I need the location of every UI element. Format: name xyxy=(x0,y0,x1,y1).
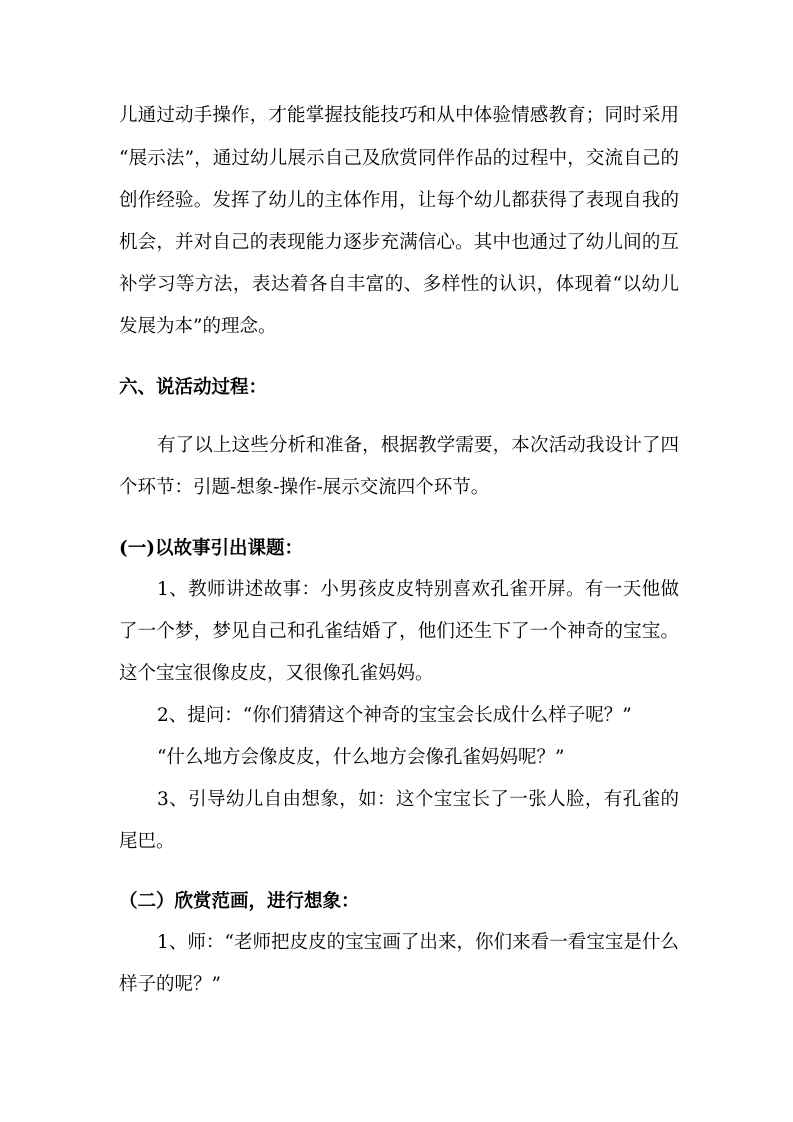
list-item-line: 了一个梦，梦见自己和孔雀结婚了，他们还生下了一个神奇的宝宝。 xyxy=(119,621,679,642)
list-item-line: 3、引导幼儿自由想象，如：这个宝宝长了一张人脸，有孔雀的 xyxy=(157,789,679,810)
body-text-line: 机会，并对自己的表现能力逐步充满信心。其中也通过了幼儿间的互 xyxy=(119,232,679,253)
list-item-line: 1、师：“老师把皮皮的宝宝画了出来，你们来看一看宝宝是什么 xyxy=(157,932,679,953)
body-text-line: 创作经验。发挥了幼儿的主体作用，让每个幼儿都获得了表现自我的 xyxy=(119,190,679,211)
subsection-heading: （二）欣赏范画，进行想象： xyxy=(119,891,360,912)
body-text-line: “展示法”，通过幼儿展示自己及欣赏同伴作品的过程中，交流自己的 xyxy=(119,148,679,169)
body-text-line: 补学习等方法，表达着各自丰富的、多样性的认识，体现着“以幼儿 xyxy=(119,274,679,295)
body-text-line: 儿通过动手操作，才能掌握技能技巧和从中体验情感教育；同时采用 xyxy=(119,105,679,126)
list-item-line: 样子的呢？” xyxy=(119,974,221,995)
section-heading: 六、说活动过程： xyxy=(119,377,268,398)
list-item-line: 2、提问：“你们猜猜这个神奇的宝宝会长成什么样子呢？” xyxy=(157,705,632,726)
list-item-line: “什么地方会像皮皮，什么地方会像孔雀妈妈呢？” xyxy=(157,747,565,768)
body-text-line: 发展为本”的理念。 xyxy=(119,316,277,337)
list-item-line: 这个宝宝很像皮皮，又很像孔雀妈妈。 xyxy=(119,663,434,684)
body-text-line: 个环节：引题-想象-操作-展示交流四个环节。 xyxy=(119,477,490,498)
list-item-line: 1、教师讲述故事：小男孩皮皮特别喜欢孔雀开屏。有一天他做 xyxy=(157,579,679,600)
subsection-heading: (一)以故事引出课题： xyxy=(119,538,304,559)
body-text-line: 有了以上这些分析和准备，根据教学需要，本次活动我设计了四 xyxy=(157,435,679,456)
list-item-line: 尾巴。 xyxy=(119,831,175,852)
